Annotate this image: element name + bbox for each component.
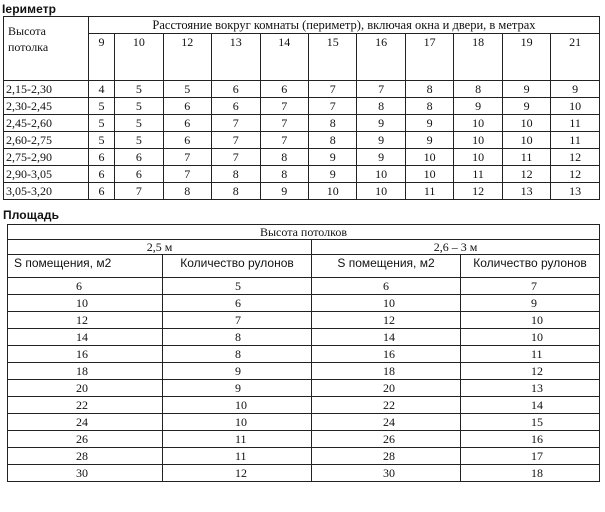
room-area-2-5m: 24 — [8, 414, 163, 431]
room-area-2-6-3m: 16 — [312, 346, 461, 363]
perimeter-column-header: 14 — [260, 34, 308, 81]
perimeter-cell: 6 — [260, 81, 308, 98]
perimeter-cell: 7 — [163, 166, 211, 183]
perimeter-cell: 11 — [454, 166, 502, 183]
room-area-2-5m: 22 — [8, 397, 163, 414]
room-area-2-6-3m: 22 — [312, 397, 461, 414]
room-area-2-6-3m: 6 — [312, 278, 461, 295]
perimeter-table-row — [4, 132, 600, 149]
header-perimeter-distance: Расстояние вокруг комнаты (периметр), включая окна и двери, в метрах — [89, 17, 600, 34]
header-ceiling-height: Высота потолка — [4, 17, 89, 81]
room-area-2-5m: 6 — [8, 278, 163, 295]
col-room-area-1: S помещения, м2 — [8, 255, 163, 278]
perimeter-cell: 10 — [454, 132, 502, 149]
perimeter-cell: 7 — [212, 132, 260, 149]
perimeter-cell: 6 — [89, 166, 115, 183]
rolls-2-6-3m: 13 — [461, 380, 600, 397]
perimeter-cell: 4 — [89, 81, 115, 98]
perimeter-cell: 10 — [405, 149, 453, 166]
perimeter-column-header: 17 — [405, 34, 453, 81]
perimeter-cell: 10 — [454, 115, 502, 132]
perimeter-column-header: 12 — [163, 34, 211, 81]
row-ceiling-height: 2,75-2,90 — [4, 149, 89, 166]
rolls-2-5m: 11 — [163, 431, 312, 448]
room-area-2-5m: 12 — [8, 312, 163, 329]
perimeter-cell: 8 — [308, 132, 356, 149]
area-table-row — [8, 312, 600, 329]
perimeter-cell: 12 — [502, 166, 550, 183]
perimeter-table — [3, 16, 600, 200]
perimeter-cell: 10 — [502, 132, 550, 149]
group-2-5m: 2,5 м — [8, 240, 312, 255]
perimeter-cell: 9 — [405, 132, 453, 149]
perimeter-column-header: 21 — [551, 34, 600, 81]
row-ceiling-height: 2,15-2,30 — [4, 81, 89, 98]
room-area-2-5m: 28 — [8, 448, 163, 465]
room-area-2-5m: 16 — [8, 346, 163, 363]
perimeter-cell: 13 — [502, 183, 550, 200]
perimeter-cell: 9 — [308, 149, 356, 166]
perimeter-header-row — [4, 17, 600, 34]
perimeter-cell: 10 — [405, 166, 453, 183]
perimeter-cell: 9 — [502, 81, 550, 98]
room-area-2-6-3m: 18 — [312, 363, 461, 380]
perimeter-cell: 5 — [89, 98, 115, 115]
room-area-2-6-3m: 26 — [312, 431, 461, 448]
perimeter-table-row — [4, 81, 600, 98]
perimeter-cell: 8 — [405, 98, 453, 115]
perimeter-cell: 7 — [308, 98, 356, 115]
perimeter-column-header: 18 — [454, 34, 502, 81]
area-table-row — [8, 448, 600, 465]
row-ceiling-height: 2,30-2,45 — [4, 98, 89, 115]
perimeter-cell: 6 — [115, 166, 163, 183]
area-table-row — [8, 329, 600, 346]
rolls-2-6-3m: 9 — [461, 295, 600, 312]
perimeter-cell: 10 — [454, 149, 502, 166]
area-table-row — [8, 397, 600, 414]
rolls-2-5m: 11 — [163, 448, 312, 465]
perimeter-cell: 9 — [357, 132, 405, 149]
rolls-2-6-3m: 16 — [461, 431, 600, 448]
perimeter-cell: 5 — [115, 132, 163, 149]
room-area-2-6-3m: 10 — [312, 295, 461, 312]
perimeter-cell: 5 — [115, 115, 163, 132]
col-room-area-2: S помещения, м2 — [312, 255, 461, 278]
area-group-row — [8, 240, 600, 255]
perimeter-cell: 5 — [89, 132, 115, 149]
room-area-2-6-3m: 14 — [312, 329, 461, 346]
area-section-title: Площадь — [3, 208, 60, 222]
perimeter-table-row — [4, 115, 600, 132]
room-area-2-6-3m: 30 — [312, 465, 461, 482]
rolls-2-5m: 10 — [163, 397, 312, 414]
perimeter-cell: 6 — [89, 183, 115, 200]
perimeter-cell: 9 — [357, 115, 405, 132]
perimeter-table-row — [4, 166, 600, 183]
perimeter-cell: 6 — [212, 98, 260, 115]
perimeter-cell: 6 — [115, 149, 163, 166]
perimeter-cell: 9 — [551, 81, 600, 98]
perimeter-cell: 7 — [212, 115, 260, 132]
rolls-2-6-3m: 18 — [461, 465, 600, 482]
col-rolls-2: Количество рулонов — [461, 255, 600, 278]
rolls-2-5m: 8 — [163, 329, 312, 346]
rolls-2-5m: 9 — [163, 363, 312, 380]
room-area-2-5m: 14 — [8, 329, 163, 346]
header-ceiling-heights: Высота потолков — [8, 225, 600, 240]
group-2-6-3m: 2,6 – 3 м — [312, 240, 600, 255]
perimeter-cell: 6 — [212, 81, 260, 98]
perimeter-cell: 9 — [502, 98, 550, 115]
perimeter-cell: 10 — [502, 115, 550, 132]
perimeter-cell: 8 — [405, 81, 453, 98]
rolls-2-5m: 12 — [163, 465, 312, 482]
perimeter-cell: 7 — [163, 149, 211, 166]
room-area-2-5m: 30 — [8, 465, 163, 482]
area-table-row — [8, 414, 600, 431]
perimeter-column-header: 9 — [89, 34, 115, 81]
perimeter-cell: 12 — [551, 166, 600, 183]
rolls-2-5m: 9 — [163, 380, 312, 397]
rolls-2-6-3m: 10 — [461, 329, 600, 346]
perimeter-cell: 9 — [260, 183, 308, 200]
perimeter-cell: 5 — [115, 81, 163, 98]
perimeter-cell: 8 — [212, 166, 260, 183]
row-ceiling-height: 3,05-3,20 — [4, 183, 89, 200]
area-column-header-row — [8, 255, 600, 278]
col-rolls-1: Количество рулонов — [163, 255, 312, 278]
rolls-2-6-3m: 15 — [461, 414, 600, 431]
rolls-2-5m: 7 — [163, 312, 312, 329]
perimeter-cell: 11 — [551, 132, 600, 149]
area-table-row — [8, 363, 600, 380]
area-table-row — [8, 465, 600, 482]
perimeter-cell: 9 — [357, 149, 405, 166]
area-table-row — [8, 278, 600, 295]
perimeter-column-header: 16 — [357, 34, 405, 81]
room-area-2-6-3m: 20 — [312, 380, 461, 397]
perimeter-cell: 6 — [89, 149, 115, 166]
row-ceiling-height: 2,60-2,75 — [4, 132, 89, 149]
perimeter-cell: 7 — [115, 183, 163, 200]
rolls-2-5m: 6 — [163, 295, 312, 312]
perimeter-cell: 9 — [405, 115, 453, 132]
area-table-row — [8, 346, 600, 363]
perimeter-cell: 8 — [260, 149, 308, 166]
rolls-2-5m: 5 — [163, 278, 312, 295]
rolls-2-6-3m: 10 — [461, 312, 600, 329]
row-ceiling-height: 2,45-2,60 — [4, 115, 89, 132]
rolls-2-6-3m: 7 — [461, 278, 600, 295]
perimeter-cell: 5 — [89, 115, 115, 132]
perimeter-column-header: 15 — [308, 34, 356, 81]
perimeter-table-body — [4, 17, 600, 200]
perimeter-cell: 7 — [308, 81, 356, 98]
perimeter-cell: 6 — [163, 98, 211, 115]
perimeter-cell: 9 — [308, 166, 356, 183]
perimeter-cell: 12 — [454, 183, 502, 200]
area-header-row — [8, 225, 600, 240]
perimeter-table-row — [4, 149, 600, 166]
room-area-2-5m: 18 — [8, 363, 163, 380]
perimeter-cell: 7 — [212, 149, 260, 166]
perimeter-cell: 5 — [115, 98, 163, 115]
perimeter-cell: 13 — [551, 183, 600, 200]
room-area-2-5m: 10 — [8, 295, 163, 312]
perimeter-cell: 6 — [163, 115, 211, 132]
perimeter-cell: 11 — [405, 183, 453, 200]
rolls-2-6-3m: 14 — [461, 397, 600, 414]
room-area-2-6-3m: 24 — [312, 414, 461, 431]
perimeter-cell: 8 — [308, 115, 356, 132]
rolls-2-6-3m: 12 — [461, 363, 600, 380]
perimeter-cell: 12 — [551, 149, 600, 166]
perimeter-cell: 8 — [212, 183, 260, 200]
perimeter-cell: 7 — [260, 98, 308, 115]
rolls-2-5m: 10 — [163, 414, 312, 431]
perimeter-table-row — [4, 183, 600, 200]
perimeter-cell: 11 — [551, 115, 600, 132]
area-table-body — [8, 225, 600, 482]
perimeter-section-title: Іериметр — [2, 2, 57, 16]
perimeter-cell: 10 — [551, 98, 600, 115]
perimeter-columns-row — [4, 34, 600, 81]
area-table — [7, 224, 600, 482]
perimeter-column-header: 19 — [502, 34, 550, 81]
room-area-2-6-3m: 28 — [312, 448, 461, 465]
perimeter-cell: 7 — [357, 81, 405, 98]
perimeter-column-header: 13 — [212, 34, 260, 81]
area-table-row — [8, 431, 600, 448]
perimeter-cell: 7 — [260, 115, 308, 132]
rolls-2-6-3m: 17 — [461, 448, 600, 465]
area-table-row — [8, 380, 600, 397]
perimeter-cell: 5 — [163, 81, 211, 98]
area-table-row — [8, 295, 600, 312]
perimeter-cell: 6 — [163, 132, 211, 149]
perimeter-cell: 10 — [357, 166, 405, 183]
perimeter-cell: 10 — [357, 183, 405, 200]
rolls-2-5m: 8 — [163, 346, 312, 363]
row-ceiling-height: 2,90-3,05 — [4, 166, 89, 183]
perimeter-cell: 8 — [163, 183, 211, 200]
perimeter-cell: 8 — [260, 166, 308, 183]
room-area-2-6-3m: 12 — [312, 312, 461, 329]
perimeter-cell: 7 — [260, 132, 308, 149]
perimeter-cell: 8 — [357, 98, 405, 115]
rolls-2-6-3m: 11 — [461, 346, 600, 363]
perimeter-column-header: 10 — [115, 34, 163, 81]
perimeter-cell: 8 — [454, 81, 502, 98]
room-area-2-5m: 26 — [8, 431, 163, 448]
perimeter-cell: 11 — [502, 149, 550, 166]
perimeter-cell: 10 — [308, 183, 356, 200]
room-area-2-5m: 20 — [8, 380, 163, 397]
perimeter-cell: 9 — [454, 98, 502, 115]
perimeter-table-row — [4, 98, 600, 115]
